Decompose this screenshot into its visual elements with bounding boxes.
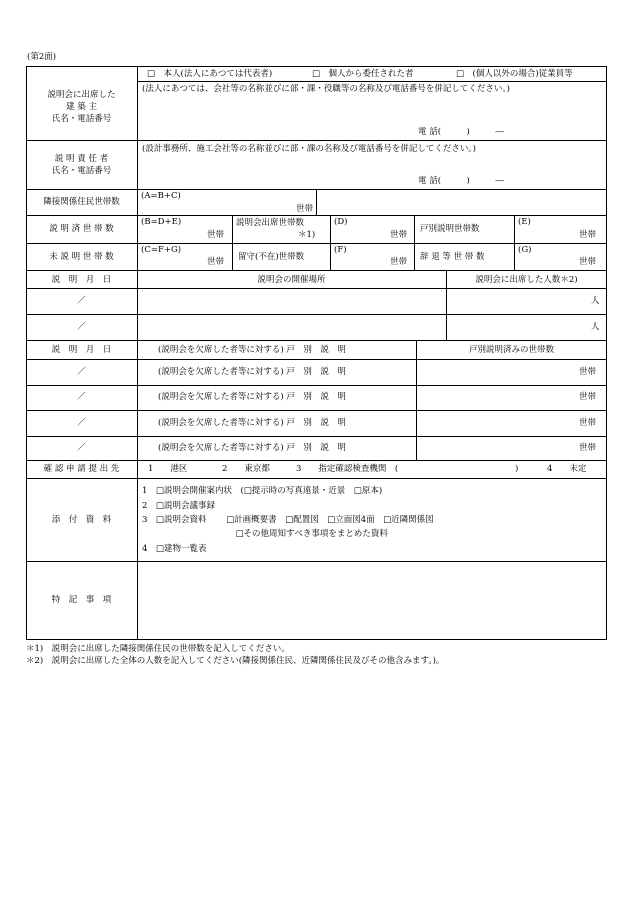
builder-label-1: 説明会に出席した	[47, 90, 116, 100]
responsible-note: (設計事務所、施工会社等の名称並びに部・課の名称及び電話番号を併記してください。)	[142, 144, 476, 154]
attended-label: 説明会出席世帯数	[236, 218, 305, 228]
explained-formula: (B=D+E)	[141, 217, 182, 227]
remarks-field[interactable]	[138, 562, 606, 639]
unexplained-formula: (C=F+G)	[141, 245, 182, 255]
door-label: 戸別説明世帯数	[420, 224, 480, 234]
meeting-date-header: 説 明 月 日	[51, 275, 112, 285]
submission-opt-agency-close: )	[515, 464, 519, 474]
door-unit-4: 世帯	[579, 443, 597, 453]
submission-opt-tokyo[interactable]: 2 東京都	[222, 464, 270, 474]
door-method-4: (説明会を欠席した者等に対する) 戸 別 説 明	[158, 443, 346, 453]
g-label: (G)	[518, 245, 532, 255]
builder-label-3: 氏名・電話番号	[51, 114, 112, 124]
page-label: (第2面)	[27, 52, 57, 62]
door-date-4[interactable]: ／	[77, 443, 86, 453]
attachment-line-2[interactable]: 2 □説明会議事録	[142, 501, 215, 511]
meeting-people-header: 説明会に出席した人数＊2)	[475, 275, 578, 285]
submission-label: 確 認 申 請 提 出 先	[43, 464, 120, 474]
neighbors-unit: 世帯	[296, 204, 314, 214]
f-unit: 世帯	[390, 257, 408, 267]
door-date-2[interactable]: ／	[77, 392, 86, 402]
footnote-1: ＊1) 説明会に出席した隣接関係住民の世帯数を記入してください。	[26, 644, 290, 654]
submission-opt-minato[interactable]: 1 港区	[148, 464, 188, 474]
explained-unit: 世帯	[207, 230, 225, 240]
attachment-line-3[interactable]: 3 □説明会資料 □計画概要書 □配置図 □立面図4面 □近隣関係図	[142, 515, 434, 525]
d-label: (D)	[334, 217, 348, 227]
submission-opt-agency[interactable]: 3 指定確認検査機関 (	[296, 464, 399, 474]
responsible-label-2: 氏名・電話番号	[51, 166, 112, 176]
door-method-3: (説明会を欠席した者等に対する) 戸 別 説 明	[158, 418, 346, 428]
builder-phone[interactable]: 電 話( ) ―	[418, 127, 504, 137]
meeting-people-unit-2: 人	[591, 322, 600, 332]
option-self[interactable]: □ 本人(法人にあつては代表者)	[147, 69, 273, 79]
f-label: (F)	[334, 245, 347, 255]
meeting-date-2[interactable]: ／	[77, 322, 86, 332]
explained-label: 説 明 済 世 帯 数	[49, 224, 114, 234]
door-method-1: (説明会を欠席した者等に対する) 戸 別 説 明	[158, 367, 346, 377]
absent-label: 留守(不在)世帯数	[238, 252, 305, 262]
unexplained-label: 未 説 明 世 帯 数	[49, 252, 114, 262]
builder-note: (法人にあつては、会社等の名称並びに部・課・役職等の名称及び電話番号を併記してください。)	[142, 84, 510, 94]
e-unit: 世帯	[579, 230, 597, 240]
door-date-1[interactable]: ／	[77, 367, 86, 377]
footnote-2: ＊2) 説明会に出席した全体の人数を記入してください(隣接関係住民、近隣関係住民及びその他含みます。)。	[26, 656, 445, 666]
g-unit: 世帯	[579, 257, 597, 267]
meeting-place-header: 説明会の開催場所	[257, 275, 326, 285]
submission-opt-undecided[interactable]: 4 未定	[547, 464, 587, 474]
builder-label-2: 建 築 主	[66, 102, 97, 112]
door-method-header: (説明会を欠席した者等に対する) 戸 別 説 明	[158, 345, 346, 355]
attachment-line-1[interactable]: 1 □説明会開催案内状 (□提示時の写真遠景・近景 □原本)	[142, 486, 383, 496]
option-delegate[interactable]: □ 個人から委任された者	[312, 69, 414, 79]
meeting-people-unit-1: 人	[591, 296, 600, 306]
neighbors-label: 隣接関係住民世帯数	[43, 197, 120, 207]
door-method-2: (説明会を欠席した者等に対する) 戸 別 説 明	[158, 392, 346, 402]
attachment-line-4[interactable]: □その他周知すべき事項をまとめた資料	[142, 529, 388, 539]
door-unit-2: 世帯	[579, 392, 597, 402]
responsible-phone[interactable]: 電 話( ) ―	[418, 176, 504, 186]
remarks-label: 特 記 事 項	[51, 595, 112, 605]
door-date-3[interactable]: ／	[77, 418, 86, 428]
d-unit: 世帯	[390, 230, 408, 240]
option-employee[interactable]: □ (個人以外の場合)従業員等	[456, 69, 573, 79]
meeting-date-1[interactable]: ／	[77, 296, 86, 306]
responsible-label-1: 説 明 責 任 者	[54, 154, 109, 164]
door-count-header: 戸別説明済みの世帯数	[468, 345, 554, 355]
door-date-header: 説 明 月 日	[51, 345, 112, 355]
attachments-label: 添 付 資 料	[51, 515, 112, 525]
e-label: (E)	[518, 217, 531, 227]
unexplained-unit: 世帯	[207, 257, 225, 267]
refused-label: 辞 退 等 世 帯 数	[420, 252, 485, 262]
door-unit-1: 世帯	[579, 367, 597, 377]
attachment-line-5[interactable]: 4 □建物一覧表	[142, 544, 207, 554]
attended-note: ＊1)	[298, 230, 316, 240]
door-unit-3: 世帯	[579, 418, 597, 428]
neighbors-formula: (A=B+C)	[141, 191, 181, 201]
